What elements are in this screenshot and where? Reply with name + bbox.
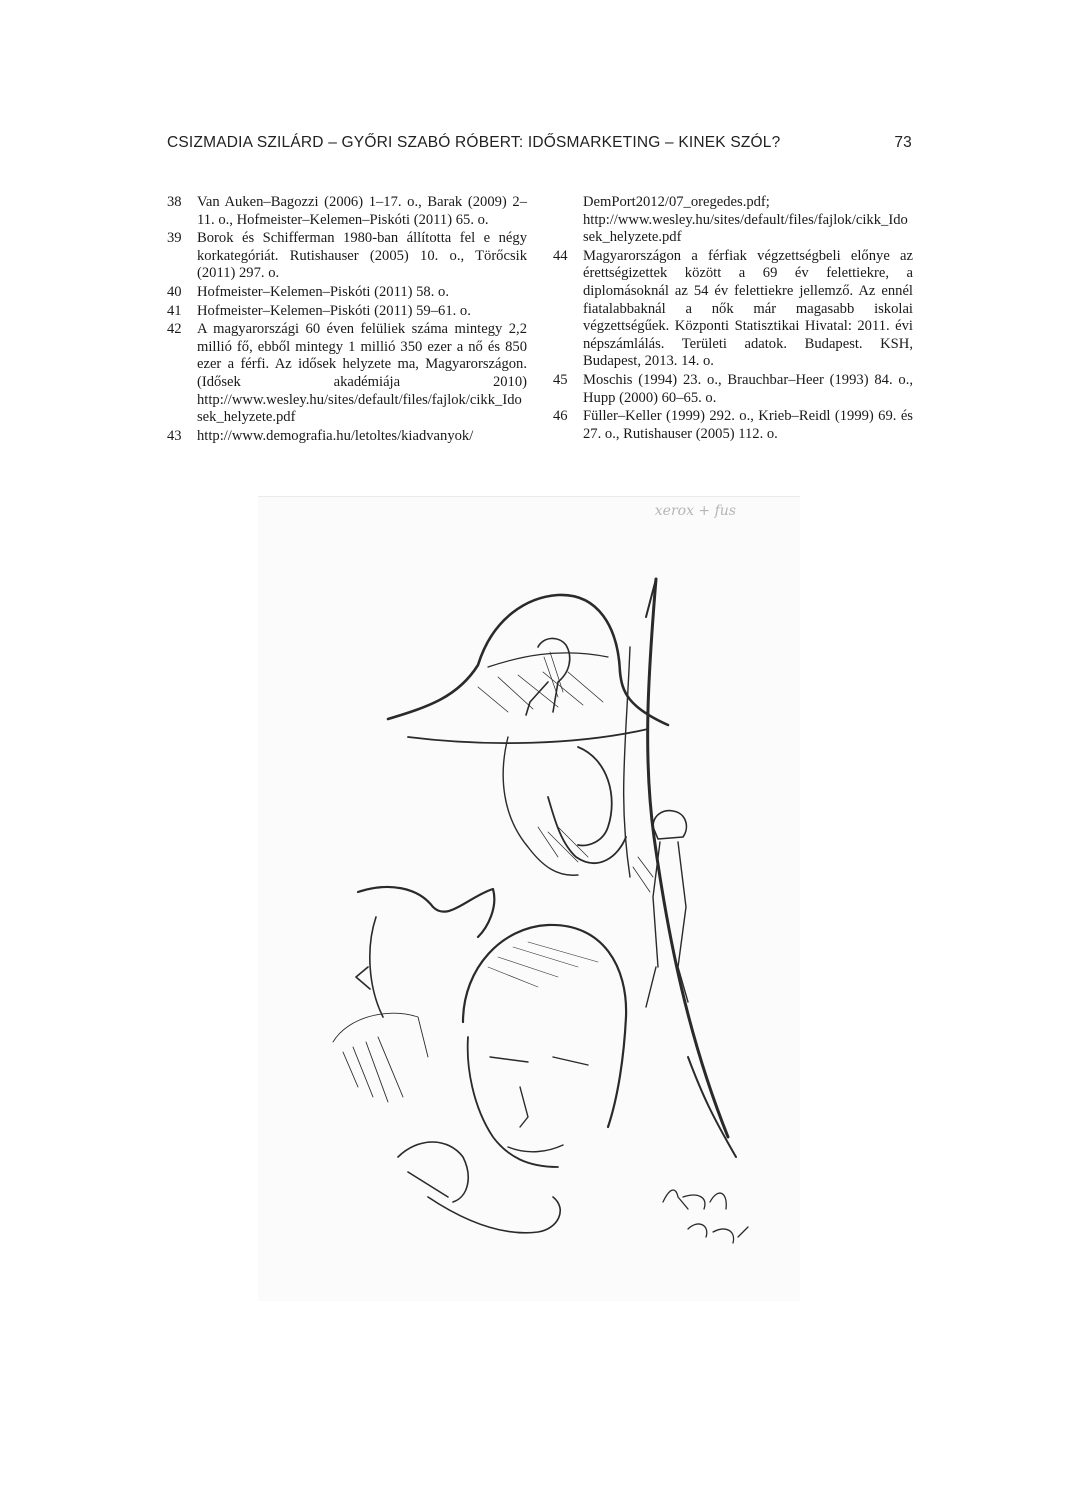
footnote-number: 40 — [167, 283, 182, 300]
footnote-text: Füller–Keller (1999) 292. o., Krieb–Reidl (1999) 69. és 27. o., Rutishauser (2005) 112. o. — [583, 408, 913, 442]
hands — [398, 1142, 560, 1233]
footnote — [167, 230, 527, 283]
footnotes-left-column — [167, 194, 527, 446]
tree-trunk — [648, 579, 728, 1137]
footnote-number: 46 — [553, 408, 568, 425]
footnote-number: 43 — [167, 427, 182, 444]
footnote-continuation — [553, 194, 913, 247]
footnote — [553, 248, 913, 371]
ink-drawing-illustration — [258, 496, 800, 1301]
footnote-number: 38 — [167, 194, 182, 210]
footnote — [167, 428, 527, 446]
footnote-number: 44 — [553, 247, 568, 264]
pencil-annotation: xerox + fus — [654, 503, 736, 519]
running-head-title: CSIZMADIA SZILÁRD – GYŐRI SZABÓ RÓBERT: IDŐSMARKETING – KINEK SZÓL? — [167, 134, 781, 151]
footnote-text: Magyarországon a férfiak végzettségbeli előnye az érettségizettek között a 69 év felettiekre, a diplomásoknál az 54 év felettiekre jellemző. Az ennél fiatalabbaknál a nők már magasabb iskolai végzettségűek. Központi Statisztikai Hivatal: 2011. évi népszámlálás. Területi adatok. Budapest. KSH, Budapest, 2013. 14. o. — [583, 247, 913, 370]
footnote — [167, 194, 527, 229]
page-number: 73 — [894, 134, 912, 151]
footnote-number: 41 — [167, 302, 182, 319]
footnote-text: DemPort2012/07_oregedes.pdf; http://www.wesley.hu/sites/default/files/fajlok/cikk_Idosek_helyzete.pdf — [583, 194, 908, 246]
footnote-text: Hofmeister–Kelemen–Piskóti (2011) 58. o. — [197, 283, 449, 300]
footnote — [553, 408, 913, 443]
footnote-text: A magyarországi 60 éven felüliek száma mintegy 2,2 millió fő, ebből mintegy 1 millió 350 ezer a nő és 850 ezer a férfi. Az idősek helyzete ma, Magyarországon. (Idősek akadémiája 2010) http://www.wesley.hu/sites/default/files/fajlok/cikk_Idosek_helyzete.pdf — [197, 321, 527, 426]
footnote-text: Moschis (1994) 23. o., Brauchbar–Heer (1993) 84. o., Hupp (2000) 60–65. o. — [583, 371, 913, 406]
artist-signature — [663, 1190, 748, 1243]
footnote-number: 39 — [167, 230, 182, 247]
footnote-number: 45 — [553, 371, 568, 388]
footnote-text: Van Auken–Bagozzi (2006) 1–17. o., Barak (2009) 2–11. o., Hofmeister–Kelemen–Piskóti (2011) 65. o. — [197, 194, 527, 228]
footnote-text: http://www.demografia.hu/letoltes/kiadvanyok/ — [197, 427, 474, 444]
bald-man — [463, 925, 626, 1167]
footnote — [167, 284, 527, 302]
footnote-text: Hofmeister–Kelemen–Piskóti (2011) 59–61. o. — [197, 302, 471, 319]
footnote-number: 42 — [167, 321, 182, 338]
small-figure — [526, 638, 570, 715]
footnote — [167, 321, 527, 427]
footnotes-right-column — [553, 194, 913, 444]
footnote — [167, 303, 527, 321]
bearded-man — [333, 887, 494, 1102]
elderly-men-drawing — [258, 497, 800, 1301]
hatted-man-face — [503, 737, 626, 875]
footnote-text: Borok és Schifferman 1980-ban állította fel e négy korkategóriát. Rutishauser (2005) 10. o., Törőcsik (2011) 297. o. — [197, 230, 527, 282]
footnote — [553, 372, 913, 407]
